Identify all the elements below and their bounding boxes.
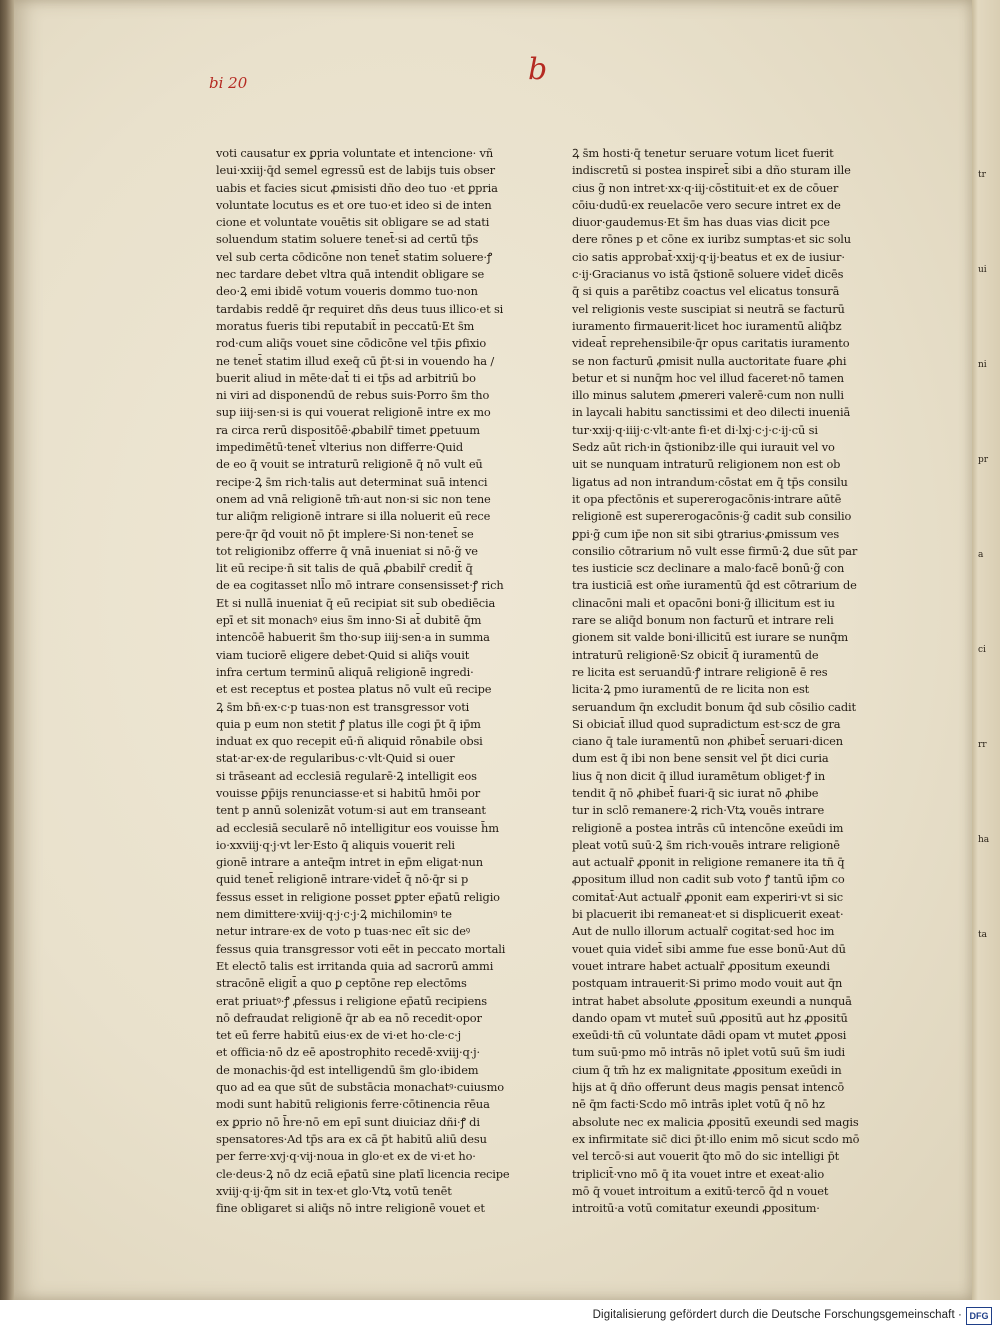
- text-line: ex infirmitate sic̄ dici p̄t·illo enim mō sicut scdo mō: [572, 1131, 860, 1146]
- text-line: pere·q̄r q̄d vouit nō p̄t implere·Si non·tenet̄ se: [216, 526, 474, 541]
- text-line: nō defraudat religionē q̄r ab ea nō recedit·opor: [216, 1010, 482, 1025]
- text-line: quo ad ea que sūt de substācia monachatꝰ·cuiusmo: [216, 1080, 504, 1095]
- text-line: ni viri ad disponendū de rebus suis·Porro s̄m tho: [216, 388, 490, 403]
- next-page-fragment: ha: [978, 835, 990, 845]
- text-line: et officia·nō dz eē apostrophito recedē·xviij·q·j·: [216, 1045, 480, 1060]
- text-line: Ꝝ s̄m hosti·q̄ tenetur seruare votum licet fuerit: [572, 146, 834, 160]
- text-line: ra circa rerū dispositōē·ꝓbabilr̄ timet ꝑpetuum: [216, 422, 480, 437]
- text-line: sup iiij·sen·si is qui vouerat religionē intre ex mo: [216, 405, 491, 420]
- text-line: per ferre·xvj·q·vij·noua in glo·et ex de vi·et ho·: [216, 1149, 476, 1164]
- text-line: tot religionibz offerre q̄ vnā inueniat si nō·g̃ ve: [216, 543, 478, 558]
- text-line: cium q̄ tm̄ hz ex malignitate ꝓpositum exeūdi in: [572, 1062, 842, 1077]
- next-page-edge: [972, 0, 1000, 1300]
- text-line: stat·ar·ex·de regularibus·c·vlt·Quid si ouer: [216, 751, 455, 766]
- text-line: cione et voluntate vouētis sit obligare se ad stati: [216, 215, 490, 230]
- text-line: exeūdi·tn̄ cū voluntate dādi opam vt mutet ꝓposi: [572, 1028, 847, 1043]
- text-line: Ꝝ s̄m bn̄·ex·c·p tuas·non est transgressor voti: [216, 699, 470, 714]
- text-line: tent p annū solenizāt votum·si aut em transeant: [216, 803, 486, 818]
- text-line: betur et si nunq̄m hoc vel illud faceret·nō tamen: [572, 370, 844, 385]
- text-line: dando opam vt mutet̄ suū ꝓpositū aut hz ꝓpositū: [572, 1010, 848, 1025]
- text-line: gionem sit valde boni·illicitū est iurare se nunq̄m: [572, 630, 848, 645]
- text-line: modi sunt habitū religionis ferre·cōtinencia rēua: [216, 1097, 490, 1112]
- text-line: leui·xxiij·q̄d semel egressū est de labijs tuis obser: [216, 163, 495, 178]
- text-line: lit eū recipe·n̄ sit talis de quā ꝓbabilr̄ credit̄ q̄: [216, 561, 473, 576]
- text-line: clinacōni mali et opacōni boni·g̃ illicitum est iu: [572, 595, 835, 610]
- dfg-logo: DFG: [966, 1307, 992, 1325]
- text-line: nec tardare debet vltra quā intendit obligare se: [216, 267, 485, 282]
- text-line: absolute nec ex malicia ꝓpositū exeundi sed magis: [572, 1114, 859, 1129]
- folio-number: bi 20: [209, 74, 248, 92]
- text-line: quid tenet̄ religionē intrare·videt̄ q̄ nō·q̄r si p: [216, 872, 469, 887]
- text-line: stracōnē eligit̄ a quo ꝑ ceptōne rep electōms: [216, 976, 467, 991]
- text-line: moratus fueris tibi reputabit̄ in peccatū·Et s̄m: [216, 318, 475, 333]
- text-line: seruandum q̄n excludit bonum q̄d sub cōsilio cadit: [572, 699, 856, 714]
- text-column-left: [216, 145, 516, 1217]
- text-line: se non facturū ꝓmisit nulla auctoritate fuare ꝓhi: [572, 353, 847, 368]
- text-line: vouisse ꝑp̄ijs renunciasse·et si habitū hmōi por: [216, 785, 480, 800]
- next-page-fragment: ui: [978, 265, 987, 275]
- text-line: re licita est seruandū·ꝭ intrare religionē ē res: [572, 664, 828, 679]
- footer-credit: Digitalisierung gefördert durch die Deutsche Forschungsgemeinschaft ·: [592, 1309, 962, 1321]
- text-line: epī et sit monachꝰ eius s̄m inno·Si at̄ dubitē q̄m: [216, 613, 482, 628]
- text-line: Sedz aūt rich·in q̄stionibz·ille qui iurauit vel vo: [572, 440, 835, 455]
- text-line: hijs at q̄ dño offerunt deus magis pensat intencō: [572, 1080, 845, 1095]
- text-line: voti causatur ex ꝑpria voluntate et intencione· vñ: [216, 146, 494, 160]
- text-line: consilio cōtrarium nō vult esse firmū·Ꝝ due sūt par: [572, 543, 858, 558]
- text-line: introitū·a votū comitatur exeundi ꝓpositum·: [572, 1201, 820, 1216]
- text-line: comitat̄·Aut actualr̄ ꝓponit eam experiri·vt si sic: [572, 889, 843, 904]
- text-line: de eo q̄ vouit se intraturū religionē q̄ nō vult eū: [216, 457, 483, 472]
- text-line: Et electō talis est irritanda quia ad sacrorū ammi: [216, 958, 494, 973]
- text-line: si trāseant ad ecclesiā regularē·Ꝝ intelligit eos: [216, 768, 477, 783]
- text-line: Si obiciat̄ illud quod supradictum est·scz de gra: [572, 716, 841, 731]
- text-line: de monachis·q̄d est intelligendū s̄m glo·ibidem: [216, 1062, 479, 1077]
- next-page-fragment: ci: [978, 645, 986, 655]
- text-line: impedimētū·tenet̄ vlterius non differre·Quid: [216, 440, 464, 455]
- text-line: onem ad vnā religionē tm̄·aut non·si sic non tene: [216, 491, 491, 506]
- text-line: diuor·gaudemus·Et s̄m has duas vias dicit pce: [572, 215, 830, 230]
- text-line: religionē a postea intrās cū intencōne exeūdi im: [572, 820, 844, 835]
- text-line: ne tenet̄ statim illud exeq̄ cū p̄t·si in vouendo ha /: [216, 353, 495, 368]
- text-line: tendit q̄ nō ꝓhibet̄ fuari·q̄ sic iurat nō ꝓhibe: [572, 785, 819, 800]
- text-line: soluendum statim soluere tenet̄·si ad certū tp̄s: [216, 232, 479, 247]
- text-line: it opa pfectōnis et supererogacōnis·intrare aūtē: [572, 491, 842, 506]
- text-line: postquam intrauerit·Si primo modo vouit aut q̄n: [572, 976, 843, 991]
- text-line: recipe·Ꝝ s̄m rich·talis aut determinat suā intenci: [216, 474, 488, 489]
- text-line: tet eū ferre habitū eius·ex de vi·et ho·cle·c·j: [216, 1028, 461, 1043]
- text-line: uabis et facies sicut ꝓmisisti dño deo tuo ·et ꝑpria: [216, 180, 498, 195]
- text-line: tra iusticiā est om̄e iuramentū q̄d est cōtrarium de: [572, 578, 857, 593]
- text-line: tardabis reddē q̄r requiret dn̄s deus tuus illico·et si: [216, 301, 504, 316]
- text-line: rare se aliq̄d bonum non facturū et intrare reli: [572, 613, 834, 628]
- text-line: deo·Ꝝ emi ibidē votum voueris dommo tuo·non: [216, 284, 478, 299]
- text-line: cio satis approbat̄·xxij·q·ij·beatus et ex de iusiur·: [572, 249, 845, 264]
- text-line: videat̄ reprehensibile·q̄r opus caritatis iuramento: [572, 336, 850, 351]
- text-line: Et si nullā inueniat q̄ eū recipiat sit sub obediēcia: [216, 595, 496, 610]
- text-line: rod·cum aliq̄s vouet sine cōdicōne vel tp̄is ꝑfixio: [216, 336, 487, 351]
- text-line: fine obligaret si aliq̄s nō intre religionē vouet et: [216, 1201, 485, 1216]
- text-line: voluntate locutus es et ore tuo·et ideo si de inten: [216, 197, 492, 212]
- text-line: in laycali habitu sanctissimi et deo dilecti inueniā: [572, 405, 851, 420]
- text-line: vouet quia videt̄ sibi amme fue esse bonū·Aut dū: [572, 941, 846, 956]
- text-line: illo minus salutem ꝓmereri valerē·cum non nulli: [572, 388, 844, 403]
- text-line: tes iusticie scz declinare a malo·facē bonū·g̃ con: [572, 561, 845, 576]
- text-line: ꝑpi·g̃ cum ip̄e non sit sibi ꝯtrarius·ꝓmissum ves: [572, 526, 840, 541]
- text-line: indiscretū si postea inspiret̄ sibi a dño sturam ille: [572, 163, 851, 178]
- text-line: pleat votū suū·Ꝝ s̄m rich·vouēs intrare religionē: [572, 837, 840, 852]
- text-line: lius q̄ non dicit q̄ illud iuramētum obliget·ꝭ in: [572, 768, 826, 783]
- text-line: tur in sclō remanere·Ꝝ rich·Vtꝝ vouēs intrare: [572, 803, 825, 818]
- text-line: fessus esset in religione posset ꝑpter ep̄atū religio: [216, 889, 500, 904]
- text-line: netur intrare·ex de voto p tuas·nec eīt sic deꝰ: [216, 924, 471, 939]
- signature-mark: b: [528, 52, 548, 87]
- next-page-fragment: pr: [978, 455, 989, 465]
- text-line: bi placuerit ibi remaneat·et si displicuerit exeat·: [572, 907, 844, 922]
- text-line: vel religionis veste suscipiat si neutrā se facturū: [572, 301, 845, 316]
- next-page-fragment: ni: [978, 360, 987, 370]
- text-line: q̄ si quis a parētibz coactus vel elicatus tonsurā: [572, 284, 840, 299]
- text-line: religionē est supererogacōnis·g̃ cadit sub consilio: [572, 509, 852, 524]
- text-line: ad ecclesiā secularē nō intelligitur eos vouisse h̄m: [216, 820, 499, 835]
- text-line: gionē intrare a anteq̄m intret in ep̄m eligat·nun: [216, 855, 483, 870]
- text-line: intraturū religionē·Sz obicit̄ q̄ iuramentū de: [572, 647, 819, 662]
- next-page-fragment: tr: [978, 170, 986, 180]
- text-line: xviij·q·ij·q̄m sit in tex·et glo·Vtꝝ votū tenēt: [216, 1183, 452, 1198]
- text-line: io·xxviij·q·j·vt ler·Esto q̄ aliquis vouerit reli: [216, 837, 455, 852]
- text-line: nem dimittere·xviij·q·j·c·j·Ꝝ michilominꝰ te: [216, 907, 452, 922]
- text-line: ligatus ad non intrandum·cōstat em q̄ tp̄s consilu: [572, 474, 848, 489]
- text-line: quia p eum non stetit ꝭ platus ille cogi p̄t q̄ ip̄m: [216, 716, 481, 731]
- next-page-fragment: rr: [978, 740, 987, 750]
- text-line: induat ex quo recepit eū·ñ aliquid rōnabile obsi: [216, 734, 483, 749]
- text-line: tum suū·pmo mō intrās nō iplet votū suū s̄m iudi: [572, 1045, 846, 1060]
- text-line: aut actualr̄ ꝓponit in religione remanere ita tn̄ q̄: [572, 855, 845, 870]
- text-column-right: [572, 145, 872, 1217]
- text-line: intrat habet absolute ꝓpositum exeundi a nunquā: [572, 993, 852, 1008]
- text-line: licita·Ꝝ pmo iuramentū de re licita non est: [572, 682, 810, 697]
- text-line: et est receptus et postea platus nō vult eū recipe: [216, 682, 492, 697]
- text-line: fessus quia transgressor voti eēt in peccato mortali: [216, 941, 506, 956]
- text-line: ex ꝑprio nō h̄re·nō em epī sunt diuiciaz dñi·ꝭ di: [216, 1114, 480, 1129]
- text-line: dum est q̄ ibi non bene sensit vel p̄t dici curia: [572, 751, 829, 766]
- text-line: cius g̃ non intret·xx·q·iij·cōstituit·et ex de cōuer: [572, 180, 839, 195]
- text-line: de ea cogitasset nll̄o mō intrare consensisset·ꝭ rich: [216, 578, 504, 593]
- text-line: vouet intrare habet actualr̄ ꝓpositum exeundi: [572, 958, 830, 973]
- next-page-fragment: ta: [978, 930, 987, 940]
- text-line: tur aliq̄m religionē intrare si illa noluerit eū rece: [216, 509, 491, 524]
- text-line: cle·deus·Ꝝ nō dz eciā ep̄atū sine platī licencia recipe: [216, 1166, 510, 1181]
- text-line: nē q̄m facti·Scdo mō intrās iplet votū q̄ nō hz: [572, 1097, 825, 1112]
- text-line: mō q̄ vouet introitum a exitū·tercō q̄d n vouet: [572, 1183, 829, 1198]
- text-line: vel tercō·si aut vouerit q̄to mō do sic intelligi p̄t: [572, 1149, 840, 1164]
- text-line: ciano q̄ tale iuramentū non ꝓhibet̄ seruari·dicen: [572, 734, 843, 749]
- text-line: iuramento firmauerit·licet hoc iuramentū aliq̄bz: [572, 318, 842, 333]
- text-line: erat priuatꝰ·ꝭ ꝓfessus i religione ep̄atū recipiens: [216, 993, 487, 1008]
- text-line: c·ij·Gracianus vo istā q̄stionē soluere videt̄ dicēs: [572, 267, 844, 282]
- text-line: ꝓpositum illud non cadit sub voto ꝭ tantū ip̄m co: [572, 872, 845, 887]
- text-line: infra certum terminū aliquā religionē ingredi·: [216, 664, 474, 679]
- text-line: uit se nunquam intraturū religionem non est ob: [572, 457, 841, 472]
- text-line: intencōē habuerit s̄m tho·sup iiij·sen·a in summa: [216, 630, 490, 645]
- text-line: cōiu·dudū·ex reuelacōe vero secure intret ex de: [572, 197, 841, 212]
- text-line: buerit aliud in mēte·dat̄ ti ei tp̄s ad arbitriū bo: [216, 370, 476, 385]
- text-line: vel sub certa cōdicōne non tenet̄ statim soluere·ꝭ: [216, 249, 493, 264]
- text-line: viam tuciorē eligere debet·Quid si aliq̄s vouit: [216, 647, 470, 662]
- text-line: triplicit̄·vno mō q̄ ita vouet intre et exeat·alio: [572, 1166, 825, 1181]
- text-line: tur·xxij·q·iiij·c·vlt·ante fi·et di·lxj·c·j·c·ij·cū si: [572, 422, 818, 437]
- text-line: Aut de nullo illorum actualr̄ cogitat·sed hoc im: [572, 924, 835, 939]
- text-line: dere rōnes p et cōne ex iuribz sumptas·et sic solu: [572, 232, 851, 247]
- text-line: spensatores·Ad tp̄s ara ex cā p̄t habitū aliū desu: [216, 1131, 487, 1146]
- next-page-fragment: a: [978, 550, 984, 560]
